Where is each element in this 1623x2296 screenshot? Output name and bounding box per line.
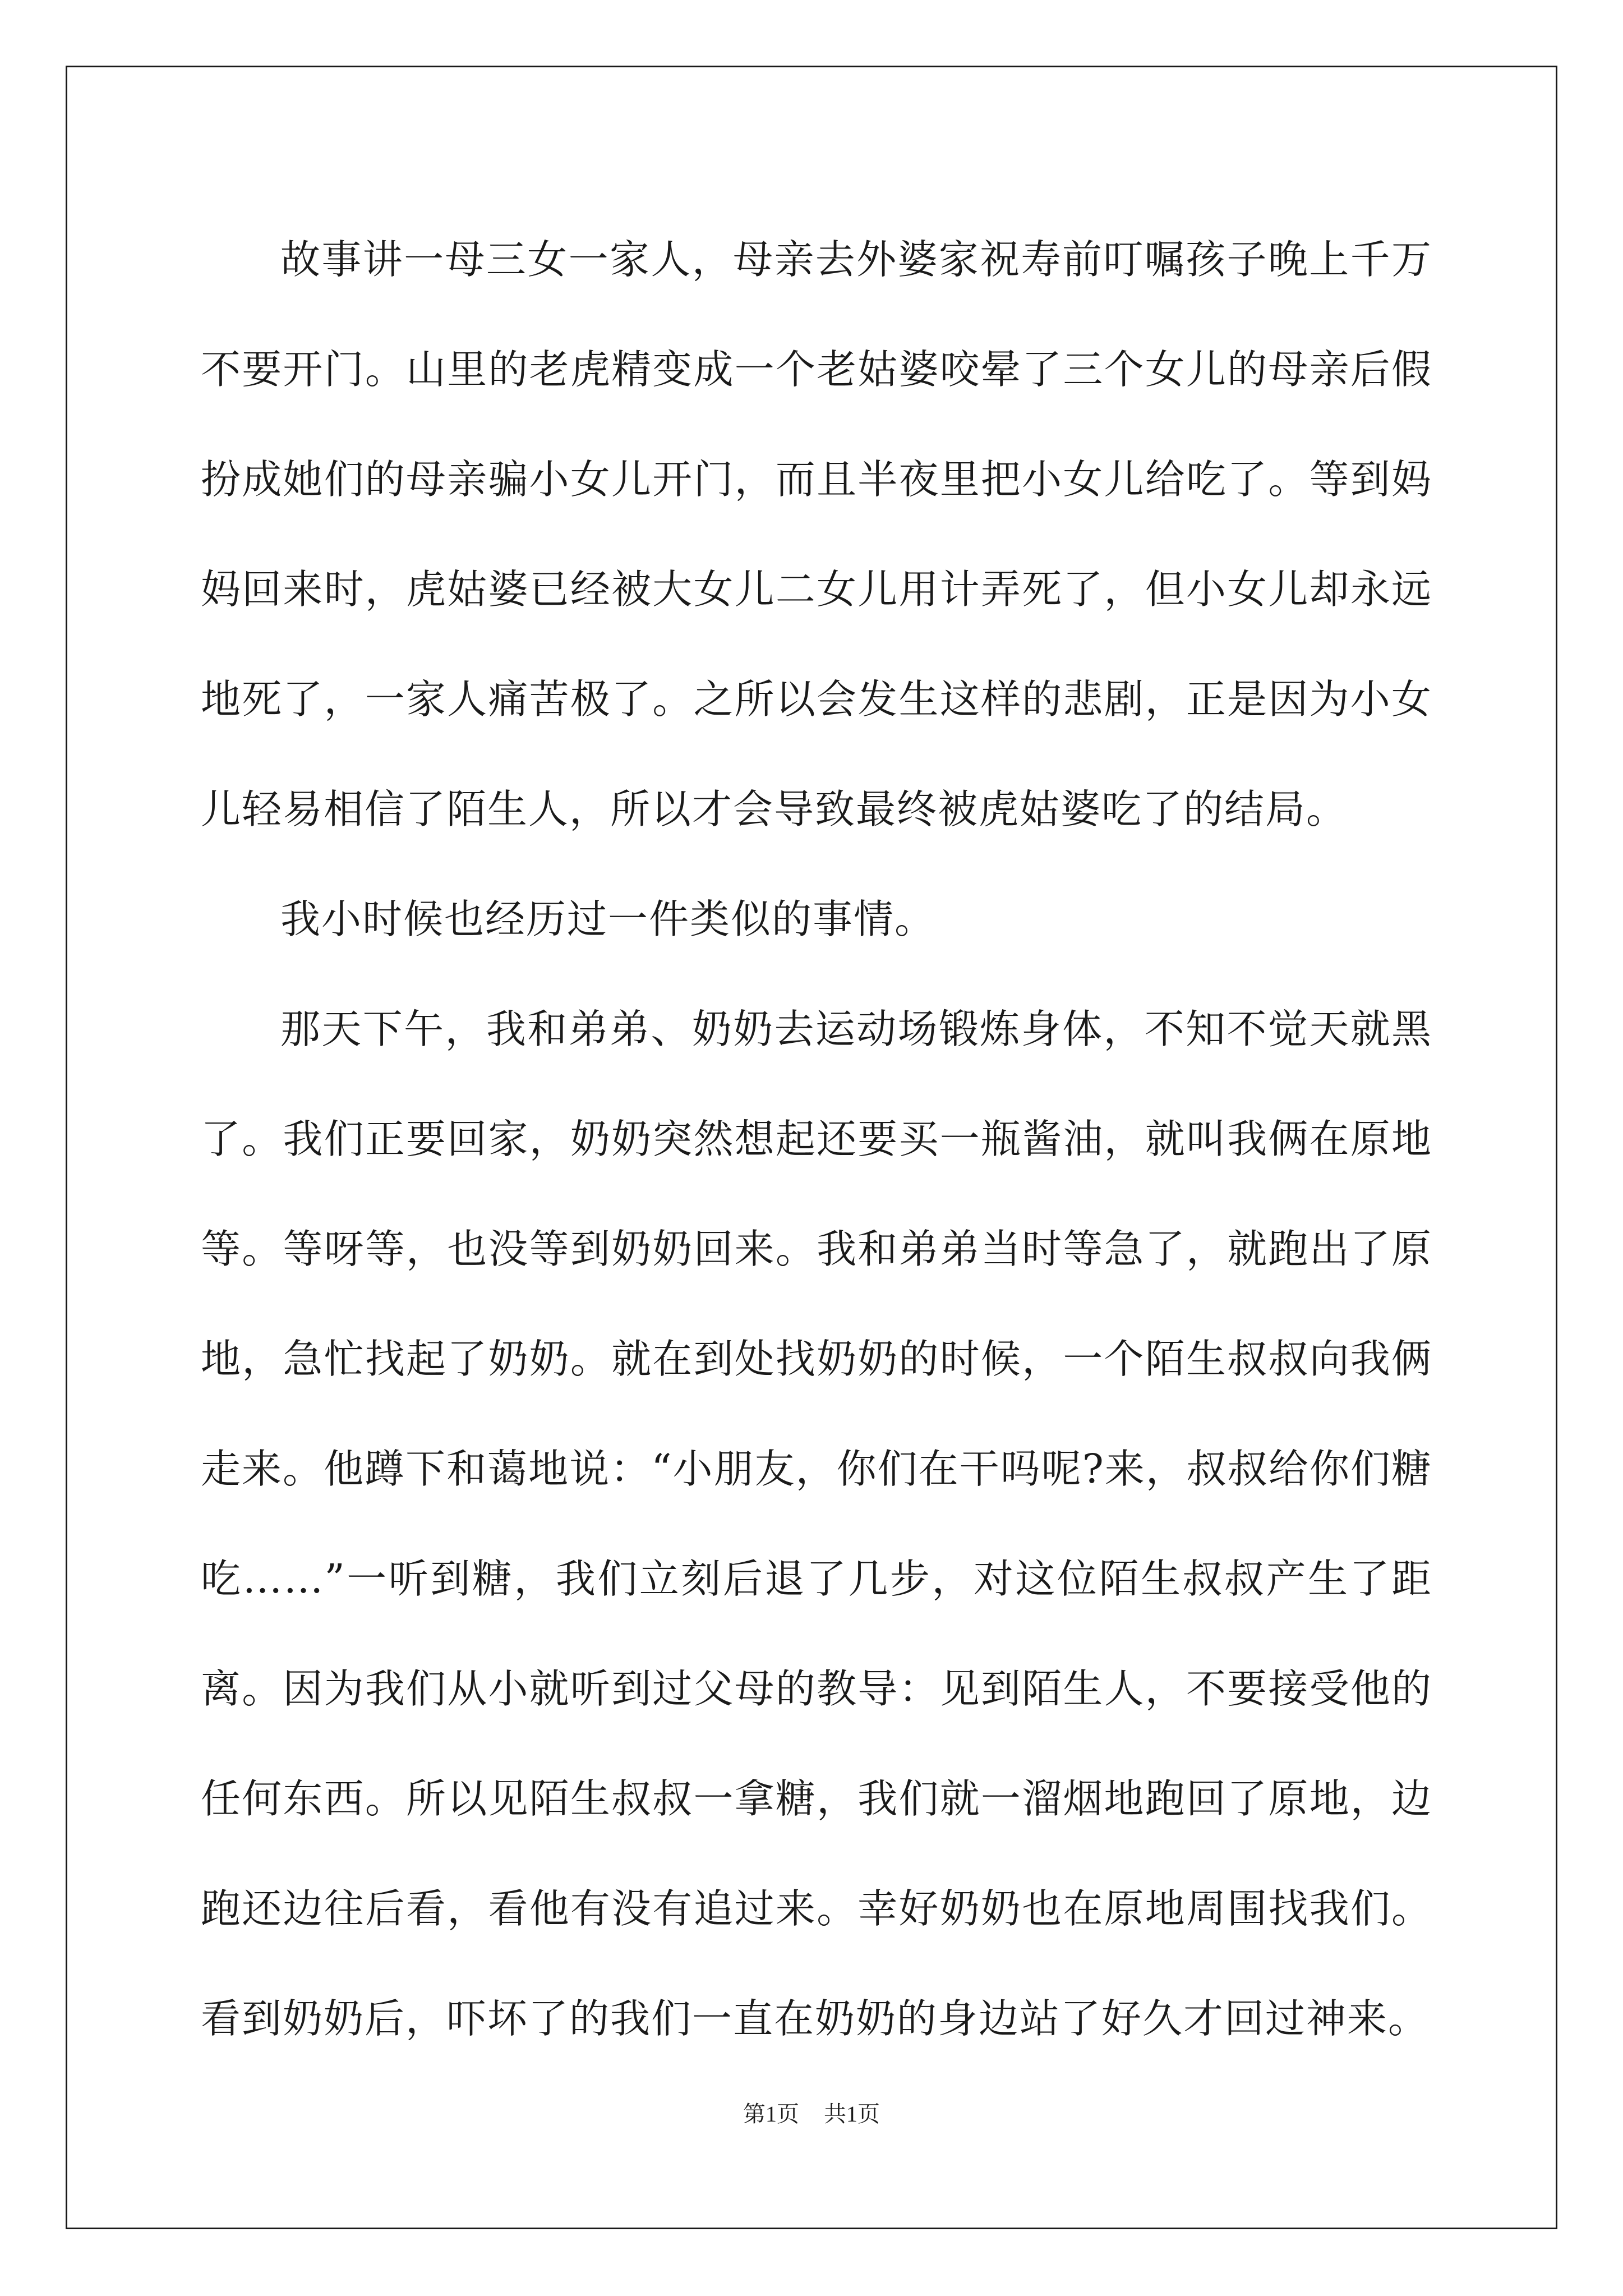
page-footer — [0, 2096, 1623, 2128]
page-total: 共1页 — [824, 2101, 880, 2127]
paragraph-2: 我小时候也经历过一件类似的事情。 — [280, 896, 936, 942]
page-number: 第1页 — [743, 2101, 799, 2127]
document-body — [201, 205, 1432, 2074]
paragraph-3: 那天下午，我和弟弟、奶奶去运动场锻炼身体，不知不觉天就黑了。我们正要回家，奶奶突然想起还要买一瓶酱油，就叫我俩在原地等。等呀等，也没等到奶奶回来。我和弟弟当时等急了，就跑出了原地，急忙找起了奶奶。就在到处找奶奶的时候，一个陌生叔叔向我俩走来。他蹲下和蔼地说：“小朋友，你们在干吗呢?来，叔叔给你们糖吃……”一听到糖，我们立刻后退了几步，对这位陌生叔叔产生了距离。因为我们从小就听到过父母的教导：见到陌生人，不要接受他的任何东西。所以见陌生叔叔一拿糖，我们就一溜烟地跑回了原地，边跑还边往后看，看他有没有追过来。幸好奶奶也在原地周围找我们。看到奶奶后，吓坏了的我们一直在奶奶的身边站了好久才回过神来。 — [201, 1006, 1432, 2042]
paragraph-1: 故事讲一母三女一家人，母亲去外婆家祝寿前叮嘱孩子晚上千万不要开门。山里的老虎精变成一个老姑婆咬晕了三个女儿的母亲后假扮成她们的母亲骗小女儿开门，而且半夜里把小女儿给吃了。等到妈妈回来时，虎姑婆已经被大女儿二女儿用计弄死了，但小女儿却永远地死了，一家人痛苦极了。之所以会发生这样的悲剧，正是因为小女儿轻易相信了陌生人，所以才会导致最终被虎姑婆吃了的结局。 — [201, 236, 1432, 832]
